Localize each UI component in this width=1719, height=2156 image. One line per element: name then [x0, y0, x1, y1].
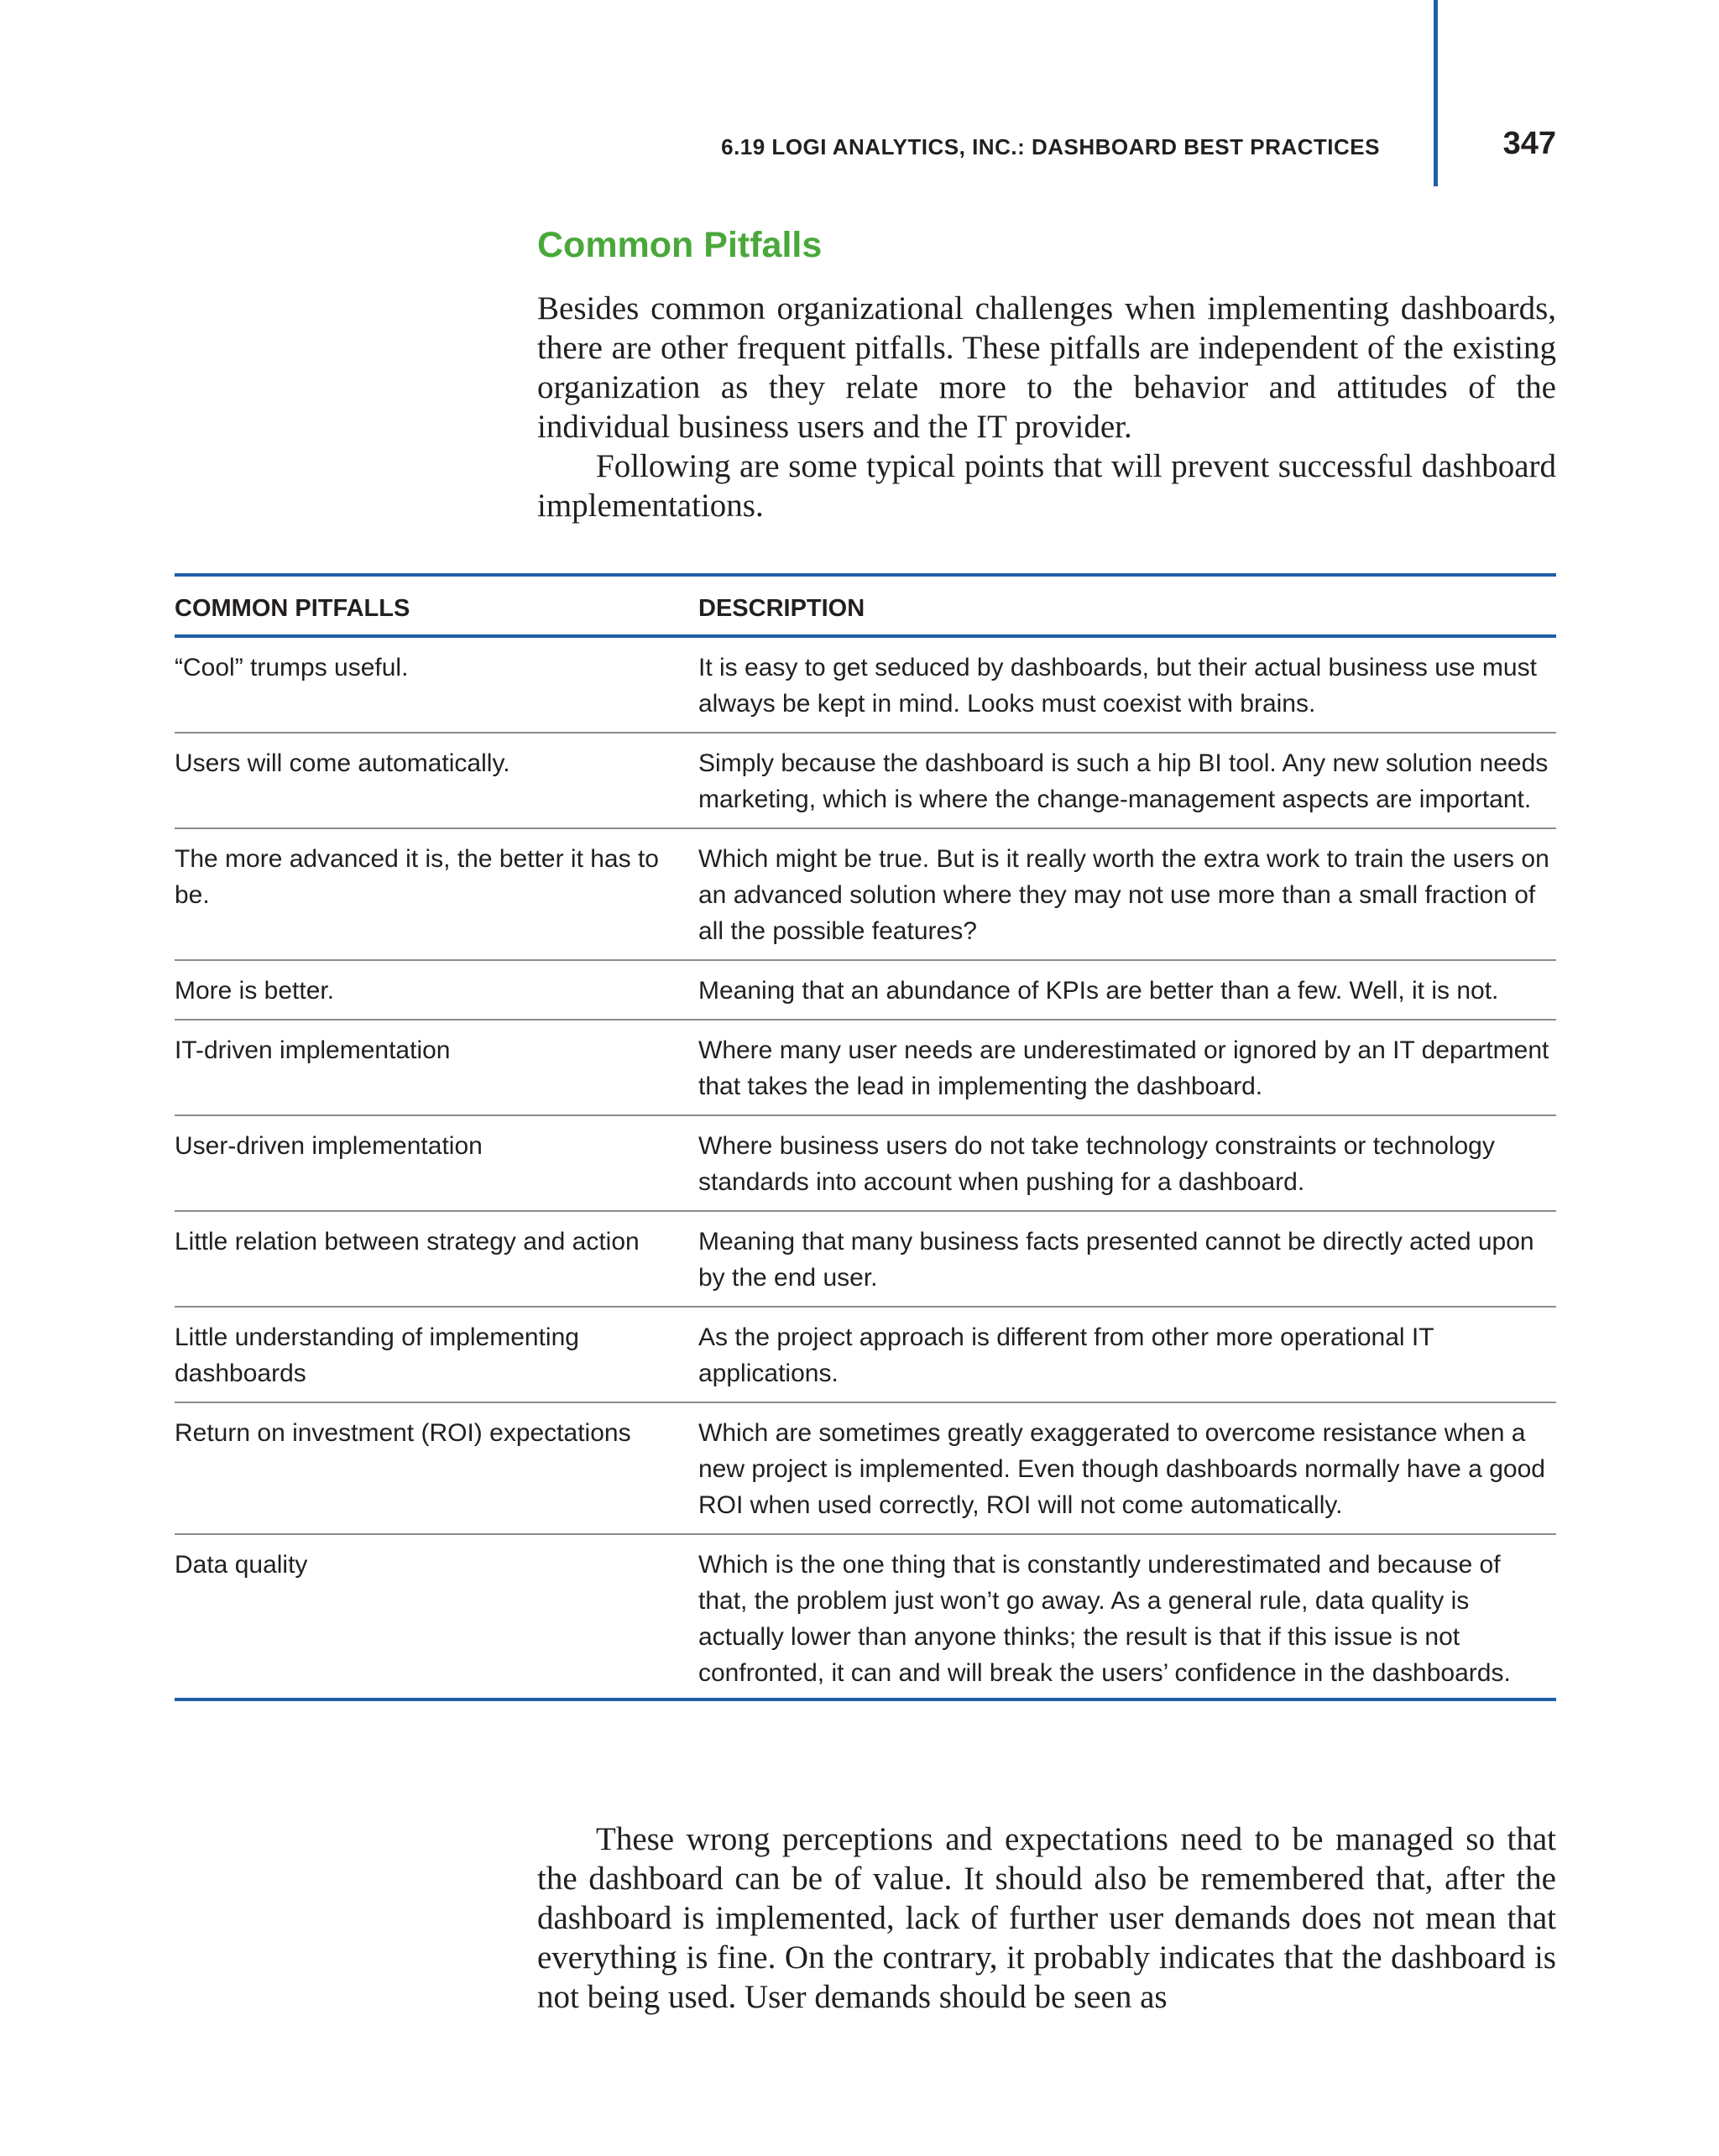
pitfall-cell: IT-driven implementation — [175, 1036, 451, 1064]
table-header — [175, 577, 1556, 638]
description-cell: Meaning that many business facts presented cannot be directly acted upon by the end user. — [698, 1228, 1534, 1292]
pitfall-cell: “Cool” trumps useful. — [175, 654, 409, 681]
header-rule — [1434, 0, 1438, 186]
table-row — [175, 1115, 1556, 1210]
table-row — [175, 1210, 1556, 1306]
description-cell: Simply because the dashboard is such a hip BI tool. Any new solution needs marketing, which is where the change-management aspects are important. — [698, 749, 1549, 813]
intro-paragraph-2: Following are some typical points that will prevent successful dashboard implementations. — [537, 448, 1556, 524]
description-cell: Where business users do not take technology constraints or technology standards into account when pushing for a dashboard. — [698, 1132, 1495, 1196]
header-description: DESCRIPTION — [698, 595, 865, 622]
description-cell: Which is the one thing that is constantly underestimated and because of that, the problem just won’t go away. As a general rule, data quality is actually lower than anyone thinks; the result is that if this issue is not confronted, it can and will break the users’ confidence in the dashboards. — [698, 1551, 1511, 1687]
intro-paragraph-1: Besides common organizational challenges when implementing dashboards, there are other frequent pitfalls. These pitfalls are independent of the existing organization as they relate more to the behavior and attitudes of the individual business users and the IT provider. — [537, 290, 1556, 445]
table-row — [175, 959, 1556, 1019]
pitfall-cell: Little understanding of implementing dashboards — [175, 1323, 579, 1387]
closing-text — [537, 1819, 1556, 2017]
table-row — [175, 1533, 1556, 1698]
running-head: 6.19 LOGI ANALYTICS, INC.: DASHBOARD BEST PRACTICES — [721, 134, 1380, 159]
header-common-pitfalls: COMMON PITFALLS — [175, 595, 410, 622]
pitfall-cell: User-driven implementation — [175, 1132, 483, 1160]
section-title: Common Pitfalls — [537, 225, 823, 265]
pitfall-cell: The more advanced it is, the better it has to be. — [175, 845, 659, 909]
table-row — [175, 732, 1556, 827]
table-row — [175, 1306, 1556, 1402]
description-cell: As the project approach is different from other more operational IT applications. — [698, 1323, 1434, 1387]
description-cell: Which might be true. But is it really worth the extra work to train the users on an advanced solution where they may not use more than a small fraction of all the possible features? — [698, 845, 1549, 945]
pitfall-cell: Data quality — [175, 1551, 308, 1579]
pitfall-cell: Return on investment (ROI) expectations — [175, 1419, 631, 1447]
table-row — [175, 827, 1556, 959]
pitfalls-table — [175, 573, 1556, 1701]
pitfall-cell: Little relation between strategy and action — [175, 1228, 640, 1255]
intro-text — [537, 289, 1556, 525]
table-row — [175, 1402, 1556, 1533]
page-number: 347 — [1502, 126, 1556, 161]
description-cell: It is easy to get seduced by dashboards, but their actual business use must always be kept in mind. Looks must coexist with brains. — [698, 654, 1537, 718]
table-row — [175, 1019, 1556, 1115]
description-cell: Meaning that an abundance of KPIs are better than a few. Well, it is not. — [698, 977, 1499, 1005]
table-row — [175, 638, 1556, 732]
pitfall-cell: Users will come automatically. — [175, 749, 510, 777]
pitfall-cell: More is better. — [175, 977, 335, 1005]
description-cell: Which are sometimes greatly exaggerated to overcome resistance when a new project is implemented. Even though dashboards normally have a good ROI when used correctly, ROI will not come automatically. — [698, 1419, 1545, 1519]
description-cell: Where many user needs are underestimated or ignored by an IT department that takes the lead in implementing the dashboard. — [698, 1036, 1549, 1100]
closing-paragraph: These wrong perceptions and expectations need to be managed so that the dashboard can be of value. It should also be remembered that, after the dashboard is implemented, lack of further user demands does not mean that everything is fine. On the contrary, it probably indicates that the dashboard is not being used. User demands should be seen as — [537, 1821, 1556, 2015]
